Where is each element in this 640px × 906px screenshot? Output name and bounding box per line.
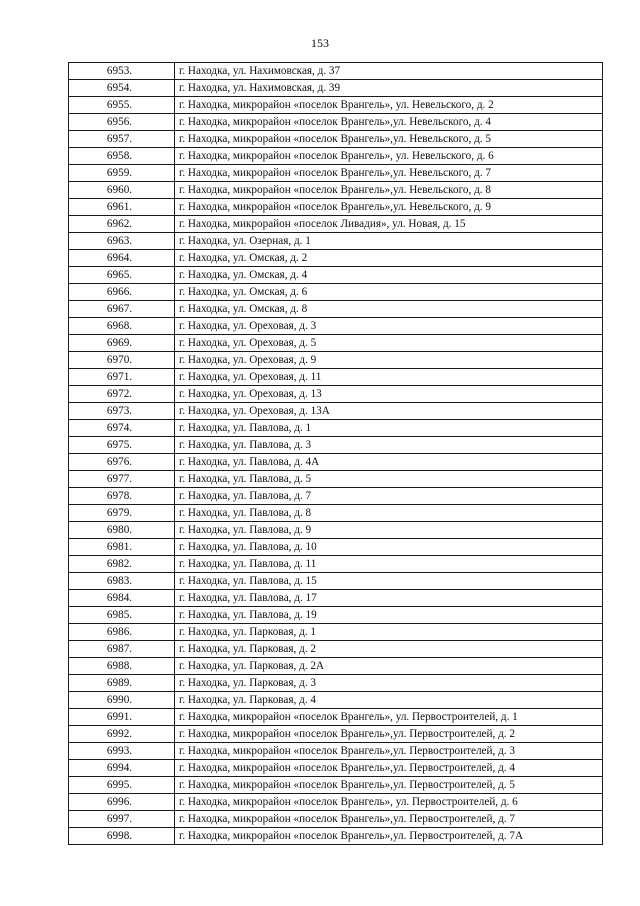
address-cell: г. Находка, ул. Павлова, д. 5 xyxy=(175,471,603,488)
table-row xyxy=(69,794,603,811)
address-registry-table xyxy=(68,62,603,845)
address-cell: г. Находка, ул. Павлова, д. 8 xyxy=(175,505,603,522)
address-cell: г. Находка, микрорайон «поселок Врангель», ул. Невельского, д. 6 xyxy=(175,148,603,165)
row-number: 6958. xyxy=(69,148,175,165)
address-cell: г. Находка, микрорайон «поселок Врангель», ул. Первостроителей, д. 6 xyxy=(175,794,603,811)
table-row xyxy=(69,658,603,675)
table-row xyxy=(69,352,603,369)
address-cell: г. Находка, микрорайон «поселок Врангель»,ул. Невельского, д. 5 xyxy=(175,131,603,148)
table-row xyxy=(69,624,603,641)
table-row xyxy=(69,148,603,165)
table-row xyxy=(69,726,603,743)
address-cell: г. Находка, микрорайон «поселок Врангель»,ул. Первостроителей, д. 3 xyxy=(175,743,603,760)
table-row xyxy=(69,471,603,488)
row-number: 6978. xyxy=(69,488,175,505)
row-number: 6961. xyxy=(69,199,175,216)
table-row xyxy=(69,403,603,420)
address-cell: г. Находка, ул. Ореховая, д. 9 xyxy=(175,352,603,369)
table-row xyxy=(69,420,603,437)
row-number: 6970. xyxy=(69,352,175,369)
address-cell: г. Находка, ул. Ореховая, д. 13 xyxy=(175,386,603,403)
row-number: 6955. xyxy=(69,97,175,114)
address-cell: г. Находка, ул. Омская, д. 2 xyxy=(175,250,603,267)
address-cell: г. Находка, ул. Омская, д. 8 xyxy=(175,301,603,318)
row-number: 6988. xyxy=(69,658,175,675)
address-cell: г. Находка, ул. Павлова, д. 7 xyxy=(175,488,603,505)
table-row xyxy=(69,318,603,335)
row-number: 6968. xyxy=(69,318,175,335)
address-cell: г. Находка, ул. Парковая, д. 2А xyxy=(175,658,603,675)
address-cell: г. Находка, ул. Ореховая, д. 3 xyxy=(175,318,603,335)
address-cell: г. Находка, ул. Павлова, д. 9 xyxy=(175,522,603,539)
table-row xyxy=(69,573,603,590)
table-row xyxy=(69,284,603,301)
address-cell: г. Находка, микрорайон «поселок Ливадия», ул. Новая, д. 15 xyxy=(175,216,603,233)
row-number: 6990. xyxy=(69,692,175,709)
row-number: 6983. xyxy=(69,573,175,590)
row-number: 6986. xyxy=(69,624,175,641)
address-cell: г. Находка, ул. Парковая, д. 3 xyxy=(175,675,603,692)
row-number: 6959. xyxy=(69,165,175,182)
address-cell: г. Находка, микрорайон «поселок Врангель», ул. Первостроителей, д. 1 xyxy=(175,709,603,726)
address-cell: г. Находка, микрорайон «поселок Врангель»,ул. Первостроителей, д. 7 xyxy=(175,811,603,828)
address-cell: г. Находка, ул. Ореховая, д. 13А xyxy=(175,403,603,420)
registry-table-body xyxy=(69,63,603,845)
row-number: 6962. xyxy=(69,216,175,233)
row-number: 6997. xyxy=(69,811,175,828)
address-cell: г. Находка, ул. Павлова, д. 3 xyxy=(175,437,603,454)
table-row xyxy=(69,709,603,726)
address-cell: г. Находка, ул. Омская, д. 4 xyxy=(175,267,603,284)
address-cell: г. Находка, микрорайон «поселок Врангель»,ул. Невельского, д. 7 xyxy=(175,165,603,182)
table-row xyxy=(69,777,603,794)
table-row xyxy=(69,437,603,454)
address-cell: г. Находка, микрорайон «поселок Врангель», ул. Невельского, д. 2 xyxy=(175,97,603,114)
table-row xyxy=(69,505,603,522)
page-number: 153 xyxy=(311,36,329,50)
table-row xyxy=(69,454,603,471)
table-row xyxy=(69,165,603,182)
address-cell: г. Находка, микрорайон «поселок Врангель»,ул. Первостроителей, д. 5 xyxy=(175,777,603,794)
table-row xyxy=(69,216,603,233)
address-cell: г. Находка, ул. Парковая, д. 2 xyxy=(175,641,603,658)
row-number: 6991. xyxy=(69,709,175,726)
address-cell: г. Находка, микрорайон «поселок Врангель»,ул. Невельского, д. 8 xyxy=(175,182,603,199)
row-number: 6971. xyxy=(69,369,175,386)
table-row xyxy=(69,607,603,624)
table-row xyxy=(69,386,603,403)
address-cell: г. Находка, ул. Павлова, д. 17 xyxy=(175,590,603,607)
table-row xyxy=(69,182,603,199)
row-number: 6996. xyxy=(69,794,175,811)
table-row xyxy=(69,641,603,658)
row-number: 6964. xyxy=(69,250,175,267)
row-number: 6957. xyxy=(69,131,175,148)
row-number: 6954. xyxy=(69,80,175,97)
table-row xyxy=(69,335,603,352)
table-row xyxy=(69,369,603,386)
row-number: 6976. xyxy=(69,454,175,471)
row-number: 6987. xyxy=(69,641,175,658)
table-row xyxy=(69,301,603,318)
address-cell: г. Находка, ул. Павлова, д. 15 xyxy=(175,573,603,590)
table-row xyxy=(69,760,603,777)
row-number: 6979. xyxy=(69,505,175,522)
table-row xyxy=(69,488,603,505)
address-cell: г. Находка, ул. Павлова, д. 1 xyxy=(175,420,603,437)
table-row xyxy=(69,199,603,216)
address-cell: г. Находка, ул. Нахимовская, д. 37 xyxy=(175,63,603,80)
address-cell: г. Находка, ул. Омская, д. 6 xyxy=(175,284,603,301)
row-number: 6960. xyxy=(69,182,175,199)
table-row xyxy=(69,811,603,828)
address-cell: г. Находка, ул. Павлова, д. 10 xyxy=(175,539,603,556)
address-cell: г. Находка, ул. Павлова, д. 11 xyxy=(175,556,603,573)
row-number: 6984. xyxy=(69,590,175,607)
row-number: 6998. xyxy=(69,828,175,845)
table-row xyxy=(69,80,603,97)
address-cell: г. Находка, микрорайон «поселок Врангель»,ул. Первостроителей, д. 4 xyxy=(175,760,603,777)
address-cell: г. Находка, микрорайон «поселок Врангель»,ул. Первостроителей, д. 7А xyxy=(175,828,603,845)
row-number: 6981. xyxy=(69,539,175,556)
address-cell: г. Находка, ул. Парковая, д. 4 xyxy=(175,692,603,709)
table-row xyxy=(69,97,603,114)
row-number: 6969. xyxy=(69,335,175,352)
address-cell: г. Находка, ул. Ореховая, д. 5 xyxy=(175,335,603,352)
table-row xyxy=(69,233,603,250)
address-cell: г. Находка, ул. Озерная, д. 1 xyxy=(175,233,603,250)
row-number: 6985. xyxy=(69,607,175,624)
address-cell: г. Находка, ул. Нахимовская, д. 39 xyxy=(175,80,603,97)
row-number: 6956. xyxy=(69,114,175,131)
row-number: 6995. xyxy=(69,777,175,794)
row-number: 6972. xyxy=(69,386,175,403)
row-number: 6967. xyxy=(69,301,175,318)
table-row xyxy=(69,743,603,760)
row-number: 6993. xyxy=(69,743,175,760)
row-number: 6966. xyxy=(69,284,175,301)
table-row xyxy=(69,267,603,284)
address-cell: г. Находка, ул. Парковая, д. 1 xyxy=(175,624,603,641)
table-row xyxy=(69,556,603,573)
table-row xyxy=(69,692,603,709)
row-number: 6975. xyxy=(69,437,175,454)
row-number: 6980. xyxy=(69,522,175,539)
row-number: 6973. xyxy=(69,403,175,420)
row-number: 6974. xyxy=(69,420,175,437)
row-number: 6953. xyxy=(69,63,175,80)
row-number: 6992. xyxy=(69,726,175,743)
address-cell: г. Находка, микрорайон «поселок Врангель»,ул. Невельского, д. 9 xyxy=(175,199,603,216)
table-row xyxy=(69,63,603,80)
address-cell: г. Находка, микрорайон «поселок Врангель»,ул. Первостроителей, д. 2 xyxy=(175,726,603,743)
row-number: 6963. xyxy=(69,233,175,250)
row-number: 6982. xyxy=(69,556,175,573)
address-cell: г. Находка, ул. Павлова, д. 4А xyxy=(175,454,603,471)
row-number: 6994. xyxy=(69,760,175,777)
table-row xyxy=(69,828,603,845)
row-number: 6989. xyxy=(69,675,175,692)
address-cell: г. Находка, микрорайон «поселок Врангель»,ул. Невельского, д. 4 xyxy=(175,114,603,131)
address-cell: г. Находка, ул. Павлова, д. 19 xyxy=(175,607,603,624)
row-number: 6965. xyxy=(69,267,175,284)
row-number: 6977. xyxy=(69,471,175,488)
address-cell: г. Находка, ул. Ореховая, д. 11 xyxy=(175,369,603,386)
table-row xyxy=(69,675,603,692)
table-row xyxy=(69,131,603,148)
table-row xyxy=(69,590,603,607)
table-row xyxy=(69,522,603,539)
table-row xyxy=(69,250,603,267)
table-row xyxy=(69,114,603,131)
table-row xyxy=(69,539,603,556)
